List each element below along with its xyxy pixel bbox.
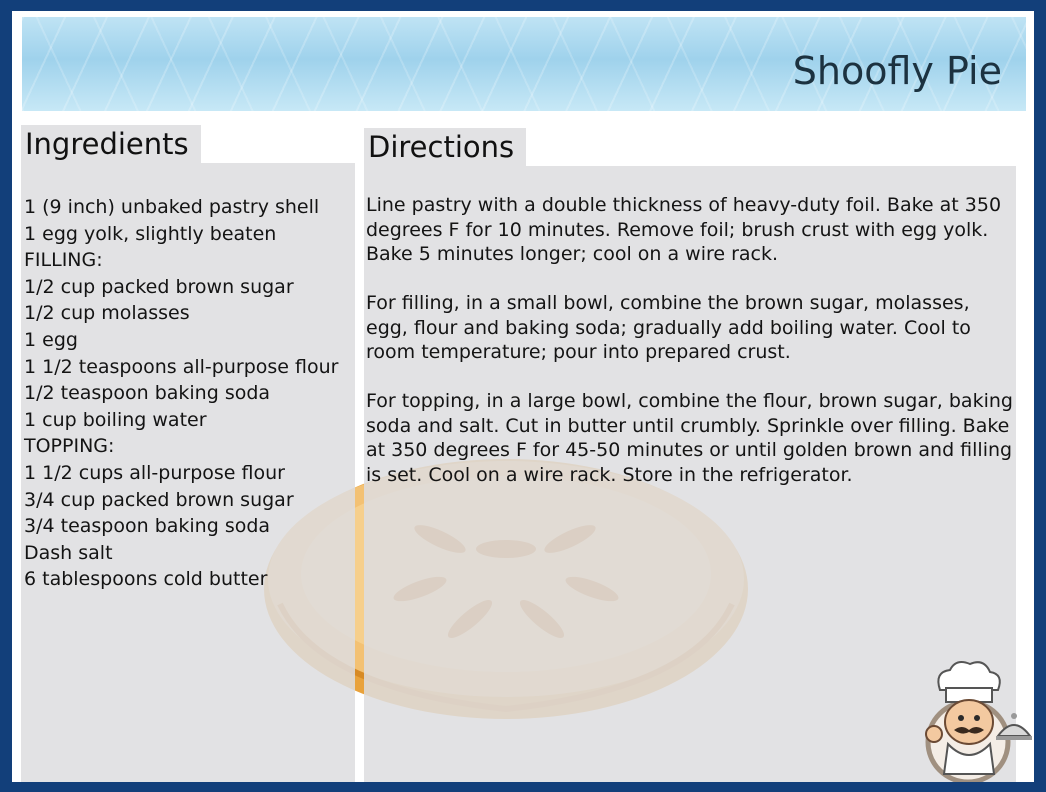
ingredient-item: 3/4 cup packed brown sugar (24, 488, 294, 511)
title-banner (22, 17, 1026, 111)
ingredient-item: 1 1/2 cups all-purpose flour (24, 461, 285, 484)
direction-paragraph: Line pastry with a double thickness of heavy-duty foil. Bake at 350 degrees F for 10 minutes. Remove foil; brush crust with egg yolk. Bake 5 minutes longer; cool on a wire rack. (366, 194, 1002, 265)
ingredient-section-label: TOPPING: (24, 435, 115, 458)
ingredient-item: 1 cup boiling water (24, 408, 207, 431)
ingredient-item: 1/2 cup packed brown sugar (24, 275, 294, 298)
ingredient-item: 6 tablespoons cold butter (24, 568, 268, 591)
ingredient-item: Dash salt (24, 541, 113, 564)
ingredient-item: 1/2 cup molasses (24, 302, 190, 325)
directions-text (366, 193, 1016, 512)
directions-heading: Directions (364, 128, 526, 166)
direction-paragraph: For topping, in a large bowl, combine the flour, brown sugar, baking soda and salt. Cut in butter until crumbly. Sprinkle over filling. Bake at 350 degrees F for 45-50 minutes or until golden brown and filling is set. Cool on a wire rack. Store in the refrigerator. (366, 390, 1013, 486)
ingredient-item: 1 1/2 teaspoons all-purpose flour (24, 355, 339, 378)
ingredient-item: 1 egg yolk, slightly beaten (24, 222, 277, 245)
ingredients-list (24, 194, 338, 593)
chef-logo-icon (910, 656, 1034, 782)
ingredient-item: 1/2 teaspoon baking soda (24, 382, 271, 405)
ingredient-item: 3/4 teaspoon baking soda (24, 515, 271, 538)
direction-paragraph: For filling, in a small bowl, combine the brown sugar, molasses, egg, flour and baking soda; gradually add boiling water. Cool to room temperature; pour into prepared crust. (366, 292, 971, 363)
recipe-title: Shoofly Pie (792, 49, 1002, 93)
ingredients-heading: Ingredients (21, 125, 201, 163)
ingredient-item: 1 (9 inch) unbaked pastry shell (24, 196, 320, 218)
ingredient-section-label: FILLING: (24, 249, 103, 272)
recipe-card (12, 11, 1034, 782)
ingredient-item: 1 egg (24, 328, 78, 351)
